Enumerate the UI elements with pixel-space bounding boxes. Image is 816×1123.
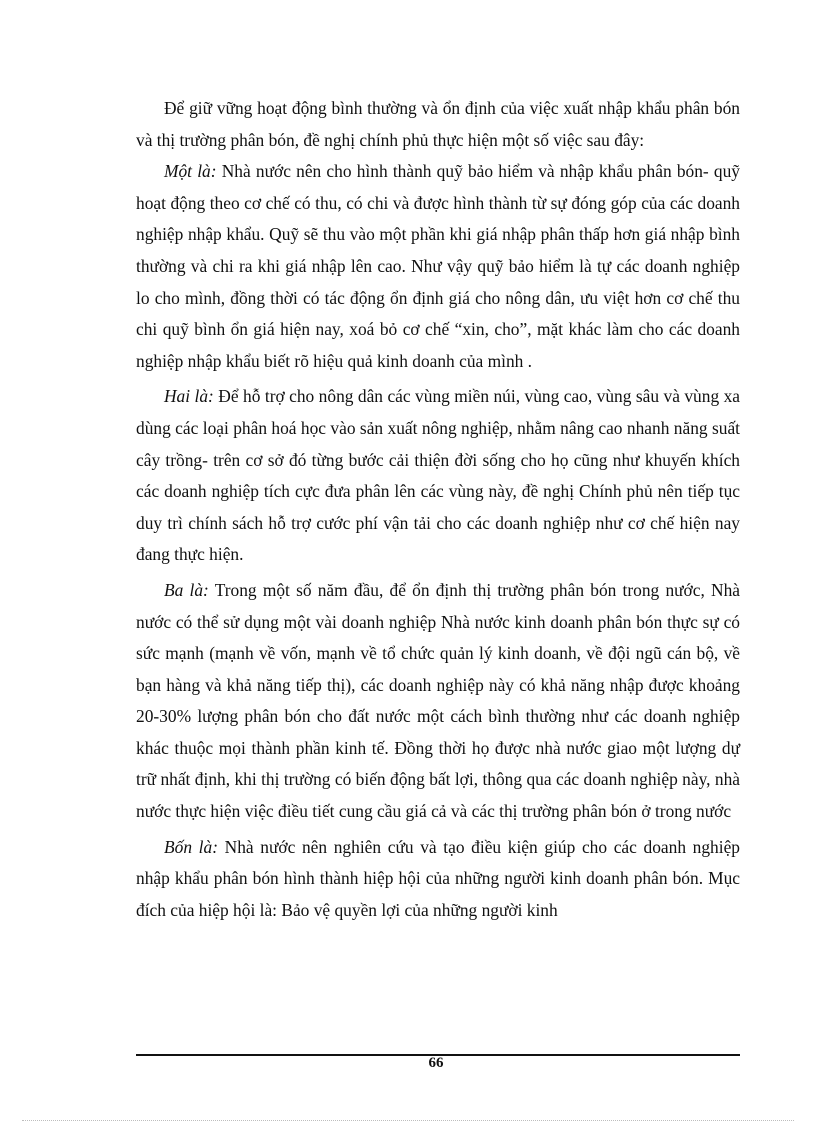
point-two-paragraph (136, 381, 740, 571)
intro-paragraph (136, 93, 740, 156)
point-four-text: Nhà nước nên nghiên cứu và tạo điều kiện giúp cho các doanh nghiệp nhập khẩu phân bón hình thành hiệp hội của những người kinh doanh phân bón. Mục đích của hiệp hội là: Bảo vệ quyền lợi của những người kinh (136, 836, 741, 920)
point-three-text: Trong một số năm đầu, để ổn định thị trường phân bón trong nước, Nhà nước có thể sử dụng một vài doanh nghiệp Nhà nước kinh doanh phân bón thực sự có sức mạnh (mạnh về vốn, mạnh về tổ chức quản lý kinh doanh, về đội ngũ cán bộ, về bạn hàng và khả năng tiếp thị), các doanh nghiệp này có khả năng nhập được khoảng 20-30% lượng phân bón cho đất nước một cách bình thường như các doanh nghiệp khác thuộc mọi thành phần kinh tế. Đồng thời họ được nhà nước giao một lượng dự trữ nhất định, khi thị trường có biến động bất lợi, thông qua các doanh nghiệp này, nhà nước thực hiện việc điều tiết cung cầu giá cả và các thị trường phân bón ở trong nước (136, 579, 740, 822)
page-edge-dotted-line (22, 1120, 794, 1121)
intro-text: Để giữ vững hoạt động bình thường và ổn định của việc xuất nhập khẩu phân bón và thị trường phân bón, đề nghị chính phủ thực hiện một số việc sau đây: (136, 98, 740, 150)
point-one-lead: Một là: (164, 161, 217, 182)
page-number: 66 (428, 1055, 444, 1071)
point-two-text: Để hỗ trợ cho nông dân các vùng miền núi, vùng cao, vùng sâu và vùng xa dùng các loại phân hoá học vào sản xuất nông nghiệp, nhằm nâng cao nhanh năng suất cây trồng- trên cơ sở đó từng bước cải thiện đời sống cho họ cũng như khuyến khích các doanh nghiệp tích cực đưa phân lên các vùng này, đề nghị Chính phủ nên tiếp tục duy trì chính sách hỗ trợ cước phí vận tải cho các doanh nghiệp như cơ chế hiện nay đang thực hiện. (136, 386, 740, 565)
point-four-paragraph (136, 832, 740, 927)
point-one-text: Nhà nước nên cho hình thành quỹ bảo hiểm và nhập khẩu phân bón- quỹ hoạt động theo cơ chế có thu, có chi và được hình thành từ sự đóng góp của các doanh nghiệp nhập khẩu. Quỹ sẽ thu vào một phần khi giá nhập phân thấp hơn giá nhập bình thường và chi ra khi giá nhập lên cao. Như vậy quỹ bảo hiểm là tự các doanh nghiệp lo cho mình, đồng thời có tác động ổn định giá cho nông dân, ưu việt hơn cơ chế thu chi quỹ bình ổn giá hiện nay, xoá bỏ cơ chế “xin, cho”, mặt khác làm cho các doanh nghiệp nhập khẩu biết rõ hiệu quả kinh doanh của mình . (136, 161, 740, 371)
point-three-paragraph (136, 575, 740, 828)
point-two-lead: Hai là: (164, 386, 214, 407)
point-three-lead: Ba là: (164, 579, 209, 600)
document-body (136, 93, 740, 926)
point-one-paragraph (136, 156, 740, 377)
point-four-lead: Bốn là: (164, 836, 218, 857)
